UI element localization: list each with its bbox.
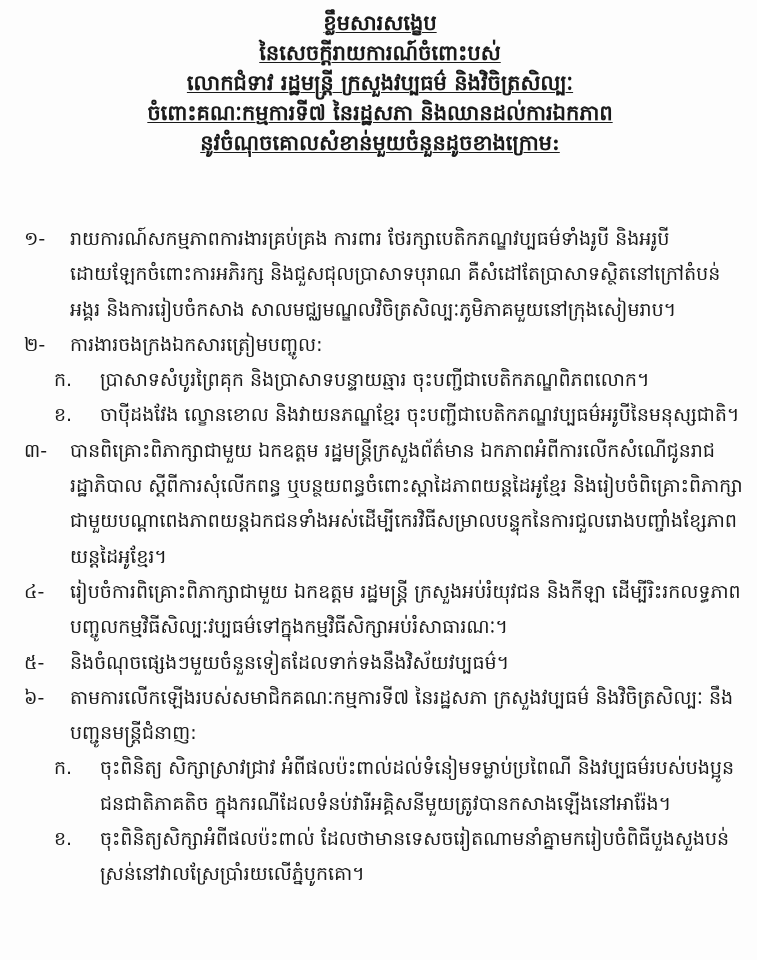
list-item-2 [24, 328, 744, 363]
list-item-5 [24, 646, 744, 681]
sub-item-text: ចាប៉ីដងវែង ល្ខោនខោល និងវាយនភណ្ឌខ្មែរ ចុះបញ្ជីជាបេតិកភណ្ឌវប្បធម៌អរូបីនៃមនុស្សជាតិ។ [100, 404, 740, 427]
item-number: ៥- [24, 651, 45, 674]
sub-item-2b [54, 398, 744, 433]
sub-item-letter: ខ. [54, 404, 73, 427]
sub-item-6a [54, 751, 744, 822]
list-item-4 [24, 575, 744, 646]
item-text: រៀបចំការពិគ្រោះពិភាក្សាជាមួយ ឯកឧត្តម រដ្ឋមន្ត្រី ក្រសួងអប់រំយុវជន និងកីឡា ដើម្បីរិះរកលទ្ធភាពបញ្ចូលកម្មវិធីសិល្បៈវប្បធម៌ទៅក្នុងកម្មវិធីសិក្សាអប់រំសាធារណៈ។ [70, 580, 741, 639]
sub-item-2a [54, 363, 744, 398]
sub-item-letter: ក. [54, 369, 73, 392]
list-item-6 [24, 681, 744, 752]
sub-item-6b [54, 822, 744, 893]
header-committee-line: ចំពោះគណៈកម្មការទី៧ នៃរដ្ឋសភា និងឈានដល់ការឯកភាព [147, 100, 613, 125]
header-title: ខ្លឹមសារសង្ខេប [323, 10, 437, 35]
sub-item-letter: ក. [54, 757, 73, 780]
item-number: ២- [24, 333, 46, 356]
item-text: រាយការណ៍សកម្មភាពការងារគ្រប់គ្រង ការពារ ថែរក្សាបេតិកភណ្ឌវប្បធម៌ទាំងរូបី និងអរូបី ដោយឡែកចំពោះការអភិរក្ស និងជួសជុលប្រាសាទបុរាណ គឺសំដៅតែប្រាសាទស្ថិតនៅក្រៅតំបន់អង្គរ និងការរៀបចំកសាង សាលមជ្ឈមណ្ឌលវិចិត្រសិល្បៈភូមិភាគមួយនៅក្រុងសៀមរាប។ [70, 228, 721, 321]
document-header [60, 8, 700, 158]
sub-item-text: ចុះពិនិត្យសិក្សាអំពីផលប៉ះពាល់ ដែលថាមានទេសចរៀតណាមនាំគ្នាមករៀបចំពិធីបួងសួងបន់ស្រន់នៅវាលស្រែប្រាំរយលើភ្នំបូកគោ។ [100, 828, 730, 886]
list-item-3 [24, 434, 744, 575]
item-text: តាមការលើកឡើងរបស់សមាជិកគណៈកម្មការទី៧ នៃរដ្ឋសភា ក្រសួងវប្បធម៌ និងវិចិត្រសិល្បៈ នឹងបញ្ជូនមន្ត្រីជំនាញ: [70, 686, 734, 745]
sub-item-text: ប្រាសាទសំបូរព្រៃគុក និងប្រាសាទបន្ទាយឆ្មារ ចុះបញ្ជីជាបេតិកភណ្ឌពិភពលោក។ [100, 369, 650, 392]
item-text: ការងារចងក្រងឯកសារត្រៀមបញ្ចូល: [70, 333, 323, 356]
sub-item-text: ចុះពិនិត្យ សិក្សាស្រាវជ្រាវ អំពីផលប៉ះពាល់ដល់ទំនៀមទម្លាប់ប្រពៃណី និងវប្បធម៌របស់បងប្អូនជនជាតិភាគតិច ក្នុងករណីដែលទំនប់វារីអគ្គិសនីមួយត្រូវបានកសាងឡើងនៅអារ៉ែង។ [100, 757, 735, 815]
header-intro-line: នូវចំណុចគោលសំខាន់មួយចំនួនដូចខាងក្រោម: [200, 130, 560, 155]
item-text: និងចំណុចផ្សេងៗមួយចំនួនទៀតដែលទាក់ទងនឹងវិស័យវប្បធម៌។ [70, 651, 510, 674]
list-item-1 [24, 222, 744, 328]
item-number: ៦- [24, 686, 45, 709]
item-number: ៤- [24, 580, 45, 603]
document-body [24, 222, 744, 893]
item-number: ៣- [24, 439, 48, 462]
header-subtitle: នៃសេចក្តីរាយការណ៍ចំពោះបស់ [259, 40, 501, 65]
sub-item-letter: ខ. [54, 828, 73, 851]
header-minister-line: លោកជំទាវ រដ្ឋមន្ត្រី ក្រសួងវប្បធម៌ និងវិចិត្រសិល្បៈ [186, 70, 574, 95]
item-text: បានពិគ្រោះពិភាក្សាជាមួយ ឯកឧត្តម រដ្ឋមន្ត្រីក្រសួងព័ត៌មាន ឯកភាពអំពីការលើកសំណើជូនរាជរដ្ឋាភិបាល ស្តីពីការសុំលើកពន្ធ ឬបន្ថយពន្ធចំពោះស្ពាដៃភាពយន្តដៃអូខ្មែរ និងរៀបចំពិគ្រោះពិភាក្សាជាមួយបណ្តាពេងភាពយន្តឯកជនទាំងអស់ដើម្បីកេរវិធីសម្រាលបន្ទុកនៃការជួលរោងបញ្ចាំងខ្សែភាពយន្តដៃអូខ្មែរ។ [70, 439, 743, 568]
item-number: ១- [24, 228, 46, 250]
